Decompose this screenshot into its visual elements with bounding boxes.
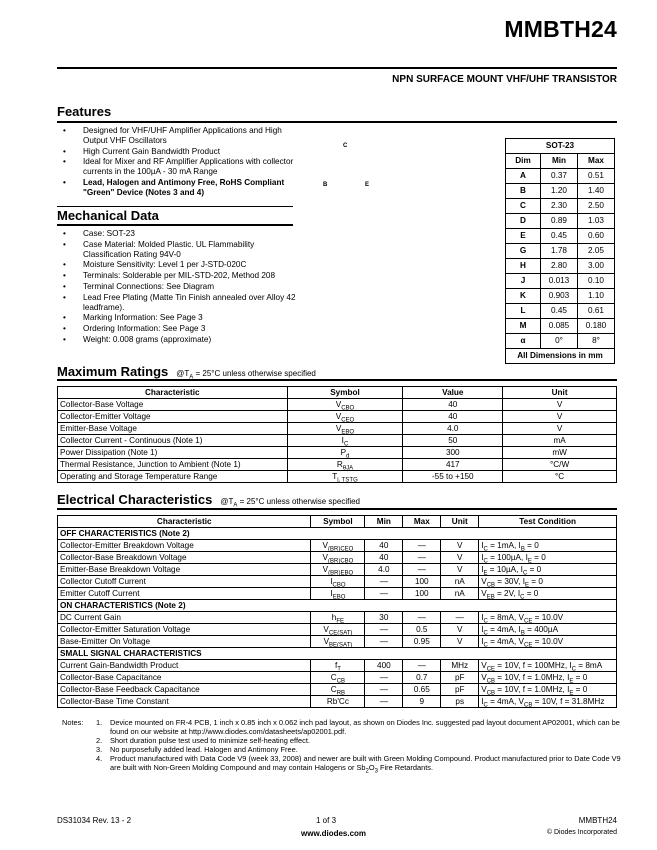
sot23-dimension-table [505,138,615,364]
unit-cell: V [441,636,479,648]
characteristic-cell: Collector-Base Time Constant [58,696,311,708]
note-text: Device mounted on FR-4 PCB, 1 inch x 0.85 inch x 0.062 inch pad layout, as shown on Diodes Inc. suggested pad layout document AP02001, which can be found on our website at http://www.diodes.com/datasheets/ap02001.pdf. [110,718,620,736]
symbol-subscript: CBO [341,405,355,412]
sot23-cell: 0.37 [541,169,578,184]
characteristic-cell: Collector Current - Continuous (Note 1) [58,435,288,447]
unit-cell: V [441,624,479,636]
sot23-cell: 0.10 [578,274,615,289]
feature-item: • Lead, Halogen and Antimony Free, RoHS Compliant "Green" Device (Notes 3 and 4) [57,178,302,198]
symbol-cell [287,447,403,459]
pin-label-b: B [323,182,328,188]
note-number: 1. [96,718,103,727]
note-item [62,745,622,754]
unit-cell: nA [441,588,479,600]
unit-cell: mA [503,435,617,447]
table-row [58,684,617,696]
sot23-title: SOT-23 [506,139,615,154]
unit-cell: °C [503,471,617,483]
characteristic-cell: DC Current Gain [58,612,311,624]
characteristic-cell: Base-Emitter On Voltage [58,636,311,648]
sot23-header: Min [541,154,578,169]
characteristic-cell: Collector-Emitter Voltage [58,411,288,423]
symbol-subscript: EBO [341,429,355,436]
max-cell: 0.65 [403,684,441,696]
symbol-text: V [335,400,342,409]
test-condition-cell: $V_{EB} = 2V$, $I_C = 0$ [479,588,617,600]
test-condition-cell: $I_E = 10\mu A$, $I_C = 0$ [479,564,617,576]
sot23-cell: D [506,214,541,229]
value-cell: 417 [403,459,503,471]
table-row [506,199,615,214]
group-heading: OFF CHARACTERISTICS (Note 2) [58,528,617,540]
elec-condition: $@T_A = 25^\circ C$ unless otherwise specified [220,497,361,509]
symbol-cell [311,552,365,564]
unit-cell: MHz [441,660,479,672]
mechanical-item: • Lead Free Plating (Matte Tin Finish annealed over Alloy 42 leadframe). [57,293,302,313]
sot23-cell: 0.013 [541,274,578,289]
max-ratings-header: Unit [503,387,617,399]
characteristic-cell: Operating and Storage Temperature Range [58,471,288,483]
symbol-text: I [330,577,333,586]
test-condition-cell: $I_C = 4mA$, $V_{CE} = 10.0V$ [479,636,617,648]
symbol-text: C [330,673,337,682]
characteristic-cell: Collector-Base Capacitance [58,672,311,684]
unit-cell: V [441,564,479,576]
note-text: No purposefully added lead. Halogen and Antimony Free. [110,745,298,754]
symbol-subscript: (BR)CEO [327,546,354,553]
sot23-cell: 0.180 [578,319,615,334]
symbol-cell [311,672,365,684]
sot23-cell: 1.03 [578,214,615,229]
symbol-cell [311,684,365,696]
sot23-cell: K [506,289,541,304]
symbol-text: V [322,541,328,550]
symbol-cell [311,564,365,576]
mechanical-item: • Terminal Connections: See Diagram [57,282,302,292]
unit-cell: pF [441,672,479,684]
sot23-cell: 0.45 [541,304,578,319]
elec-header: Unit [441,516,479,528]
symbol-subscript: C [343,441,349,448]
symbol-subscript: (BR)EBO [328,570,354,577]
symbol-cell [311,612,365,624]
characteristic-cell: Collector-Emitter Saturation Voltage [58,624,311,636]
sot23-header: Dim [506,154,541,169]
value-cell: 4.0 [403,423,503,435]
symbol-cell [311,576,365,588]
mechanical-list [57,229,302,346]
symbol-subscript: BE(SAT) [329,642,353,649]
symbol-text: V [322,565,329,574]
test-condition-cell: $V_{CE} = 10V$, f = 100MHz, $I_C = 8mA$ [479,660,617,672]
mechanical-item: • Case Material: Molded Plastic. UL Flammability Classification Rating 94V-0 [57,240,302,260]
table-row [58,552,617,564]
footer-page: 1 of 3 [316,816,337,825]
symbol-subscript: CEO [341,417,355,424]
symbol-cell [287,399,403,411]
table-row [506,229,615,244]
features-heading: Features [57,104,112,119]
table-row [58,636,617,648]
elec-heading [57,492,360,507]
symbol-subscript: EBO [332,594,346,601]
footer-part: MMBTH24 [578,816,617,825]
table-row [58,564,617,576]
sot23-cell: 1.10 [578,289,615,304]
unit-cell: — [441,612,479,624]
table-row [506,304,615,319]
symbol-text: V [335,412,342,421]
test-condition-cell: $I_C = 100\mu A$, $I_E = 0$ [479,552,617,564]
footer-copyright: © Diodes Incorporated [546,829,617,836]
table-row [58,528,617,540]
symbol-text: I [330,589,333,598]
symbol-subscript: T [337,666,341,673]
min-cell: — [365,588,403,600]
symbol-cell [311,696,365,708]
max-cell: 0.7 [403,672,441,684]
table-row [506,319,615,334]
symbol-text: T [332,472,338,481]
symbol-text: V [322,553,328,562]
characteristic-cell: Collector-Base Feedback Capacitance [58,684,311,696]
max-cell: 9 [403,696,441,708]
sot23-cell: E [506,229,541,244]
elec-header: Min [365,516,403,528]
sot23-header: Max [578,154,615,169]
symbol-text: h [331,613,337,622]
sot23-cell: 8° [578,334,615,349]
max-cell: — [403,660,441,672]
characteristic-cell: Emitter-Base Breakdown Voltage [58,564,311,576]
sot23-cell: 2.05 [578,244,615,259]
symbol-cell [287,435,403,447]
symbol-subscript: CB [336,678,346,685]
symbol-subscript: d [346,453,350,460]
symbol-subscript: RB [336,690,346,697]
table-row [58,411,617,423]
characteristic-cell: Collector-Emitter Breakdown Voltage [58,540,311,552]
note-item [62,754,622,775]
table-row [58,399,617,411]
sot23-cell: J [506,274,541,289]
unit-cell: pF [441,684,479,696]
mechanical-item: • Weight: 0.008 grams (approximate) [57,335,302,345]
symbol-cell [287,411,403,423]
unit-cell: ps [441,696,479,708]
symbol-subscript: θJA [342,465,354,472]
table-row [58,423,617,435]
sot23-cell: 0.61 [578,304,615,319]
feature-item: • High Current Gain Bandwidth Product [57,147,302,157]
elec-title: Electrical Characteristics [57,492,213,507]
elec-header: Characteristic [58,516,311,528]
characteristic-cell: Power Dissipation (Note 1) [58,447,288,459]
footer-url[interactable]: www.diodes.com [301,829,367,838]
max-ratings-header: Characteristic [58,387,288,399]
symbol-subscript: CBO [332,582,346,589]
symbol-cell [287,471,403,483]
unit-cell: mW [503,447,617,459]
table-row [58,648,617,660]
mechanical-item: • Terminals: Solderable per MIL-STD-202, Method 208 [57,271,302,281]
table-row [58,600,617,612]
sot23-cell: 0° [541,334,578,349]
elec-header: Test Condition [479,516,617,528]
table-row [506,169,615,184]
symbol-cell [287,423,403,435]
group-heading: SMALL SIGNAL CHARACTERISTICS [58,648,617,660]
test-condition-cell: $I_C = 8mA$, $V_{CE} = 10.0V$ [479,612,617,624]
pin-label-e: E [365,182,370,188]
max-ratings-heading [57,364,316,379]
test-condition-cell: $V_{CB} = 10V$, f = 1.0MHz, $I_E = 0$ [479,684,617,696]
table-row [506,244,615,259]
max-ratings-title: Maximum Ratings [57,364,169,379]
table-row [58,447,617,459]
max-ratings-header: Value [403,387,503,399]
symbol-text: R [336,460,343,469]
unit-cell: nA [441,576,479,588]
symbol-subscript: j, TSTG [337,477,358,484]
unit-cell: V [441,540,479,552]
test-condition-cell: $V_{CB} = 10V$, f = 1.0MHz, $I_E = 0$ [479,672,617,684]
value-cell: 40 [403,399,503,411]
symbol-cell [311,660,365,672]
pin-label-c: C [343,143,348,149]
mechanical-rule-top [57,206,293,207]
table-row [58,612,617,624]
value-cell: 300 [403,447,503,459]
unit-cell: V [503,423,617,435]
max-cell: — [403,552,441,564]
sot23-cell: 2.80 [541,259,578,274]
sot23-cell: 0.89 [541,214,578,229]
table-row [58,459,617,471]
sot23-cell: 3.00 [578,259,615,274]
table-row [58,672,617,684]
unit-cell: V [503,399,617,411]
feature-item: • Designed for VHF/UHF Amplifier Applications and High Output VHF Oscillators [57,126,302,146]
note-number: 4. [96,754,103,763]
elec-table [57,515,617,708]
value-cell: 40 [403,411,503,423]
min-cell: 4.0 [365,564,403,576]
mechanical-item: • Case: SOT-23 [57,229,302,239]
test-condition-cell: $I_C = 4mA$, $I_B = 400\mu A$ [479,624,617,636]
symbol-text: P [340,448,347,457]
min-cell: — [365,684,403,696]
symbol-subscript: CE(SAT) [328,630,353,637]
sot23-footer: All Dimensions in mm [506,349,615,364]
table-row [58,435,617,447]
min-cell: 40 [365,552,403,564]
symbol-text: V [335,424,342,433]
features-rule [57,121,617,123]
characteristic-cell: Collector-Base Voltage [58,399,288,411]
note-text: Product manufactured with Data Code V9 (week 33, 2008) and newer are built with Green Molding Compound. Product manufactured prior to Date Code V9 are built with Non-Green Molding Compound and may contain Halogens or $Sb_2O_3$ Fire Retardants. [110,754,621,775]
max-cell: — [403,564,441,576]
symbol-text: V [323,637,330,646]
min-cell: 400 [365,660,403,672]
sot23-cell: C [506,199,541,214]
mechanical-item: • Marking Information: See Page 3 [57,313,302,323]
symbol-text: C [330,685,337,694]
symbol-cell [311,588,365,600]
table-row [506,274,615,289]
sot23-cell: 1.40 [578,184,615,199]
sot23-cell: G [506,244,541,259]
min-cell: — [365,636,403,648]
group-heading: ON CHARACTERISTICS (Note 2) [58,600,617,612]
max-cell: — [403,540,441,552]
sot23-cell: B [506,184,541,199]
notes [62,718,622,775]
min-cell: 30 [365,612,403,624]
test-condition-cell: $V_{CB} = 30V$, $I_E = 0$ [479,576,617,588]
page-subtitle: NPN SURFACE MOUNT VHF/UHF TRANSISTOR [392,74,617,85]
unit-cell: °C/W [503,459,617,471]
sot23-cell: 0.903 [541,289,578,304]
sot23-cell: 1.20 [541,184,578,199]
note-item [62,736,622,745]
table-row [506,184,615,199]
sot23-cell: 0.51 [578,169,615,184]
mechanical-heading: Mechanical Data [57,208,159,223]
max-ratings-table [57,386,617,483]
min-cell: 40 [365,540,403,552]
table-row [58,624,617,636]
symbol-cell [287,459,403,471]
notes-label: Notes: [62,718,84,727]
value-cell: 50 [403,435,503,447]
test-condition-cell: $I_C = 4mA$, $V_{CB} = 10V$, f = 31.8MHz [479,696,617,708]
sot23-cell: 0.45 [541,229,578,244]
max-cell: 100 [403,588,441,600]
characteristic-cell: Collector-Base Breakdown Voltage [58,552,311,564]
page-title: MMBTH24 [504,16,617,42]
sot23-cell: 1.78 [541,244,578,259]
max-ratings-condition: $@T_A = 25^\circ C$ unless otherwise specified [176,369,316,381]
sot23-cell: 2.30 [541,199,578,214]
sot23-cell: 0.60 [578,229,615,244]
sot23-cell: M [506,319,541,334]
note-text: Short duration pulse test used to minimize self-heating effect. [110,736,310,745]
symbol-text: f [334,661,338,670]
elec-header: Max [403,516,441,528]
note-number: 2. [96,736,103,745]
footer-doc-id: DS31034 Rev. 13 - 2 [57,816,132,825]
max-cell: — [403,612,441,624]
table-row [58,576,617,588]
sot23-cell: 0.085 [541,319,578,334]
sot23-cell: H [506,259,541,274]
feature-item: • Ideal for Mixer and RF Amplifier Applications with collector currents in the 100µA - 30 mA Range [57,157,302,177]
table-row [506,334,615,349]
max-ratings-header: Symbol [287,387,403,399]
table-row [58,588,617,600]
min-cell: — [365,624,403,636]
features-list [57,126,302,199]
symbol-cell [311,636,365,648]
table-row [58,540,617,552]
symbol-cell [311,540,365,552]
elec-header: Symbol [311,516,365,528]
mechanical-item: • Ordering Information: See Page 3 [57,324,302,334]
characteristic-cell: Emitter-Base Voltage [58,423,288,435]
symbol-text: Rb'Cc [326,697,349,706]
symbol-cell [311,624,365,636]
table-row [506,214,615,229]
title-rule [57,67,617,69]
min-cell: — [365,576,403,588]
elec-rule [57,508,617,510]
max-cell: 0.5 [403,624,441,636]
characteristic-cell: Collector Cutoff Current [58,576,311,588]
table-row [506,259,615,274]
min-cell: — [365,696,403,708]
table-row [506,289,615,304]
min-cell: — [365,672,403,684]
unit-cell: V [503,411,617,423]
max-cell: 0.95 [403,636,441,648]
sot23-cell: α [506,334,541,349]
sot23-cell: A [506,169,541,184]
value-cell: -55 to +150 [403,471,503,483]
table-row [58,471,617,483]
note-item [62,718,622,736]
characteristic-cell: Emitter Cutoff Current [58,588,311,600]
note-number: 3. [96,745,103,754]
mechanical-item: • Moisture Sensitivity: Level 1 per J-STD-020C [57,260,302,270]
table-row [58,660,617,672]
characteristic-cell: Current Gain-Bandwidth Product [58,660,311,672]
symbol-text: V [323,625,329,634]
table-row [58,696,617,708]
symbol-subscript: (BR)CBO [327,558,354,565]
sot23-cell: 2.50 [578,199,615,214]
symbol-text: I [341,436,344,445]
mechanical-rule [57,224,293,226]
max-ratings-rule [57,379,617,381]
unit-cell: V [441,552,479,564]
symbol-subscript: FE [336,618,345,625]
characteristic-cell: Thermal Resistance, Junction to Ambient (Note 1) [58,459,288,471]
sot23-cell: L [506,304,541,319]
test-condition-cell: $I_C = 1mA$, $I_B = 0$ [479,540,617,552]
max-cell: 100 [403,576,441,588]
